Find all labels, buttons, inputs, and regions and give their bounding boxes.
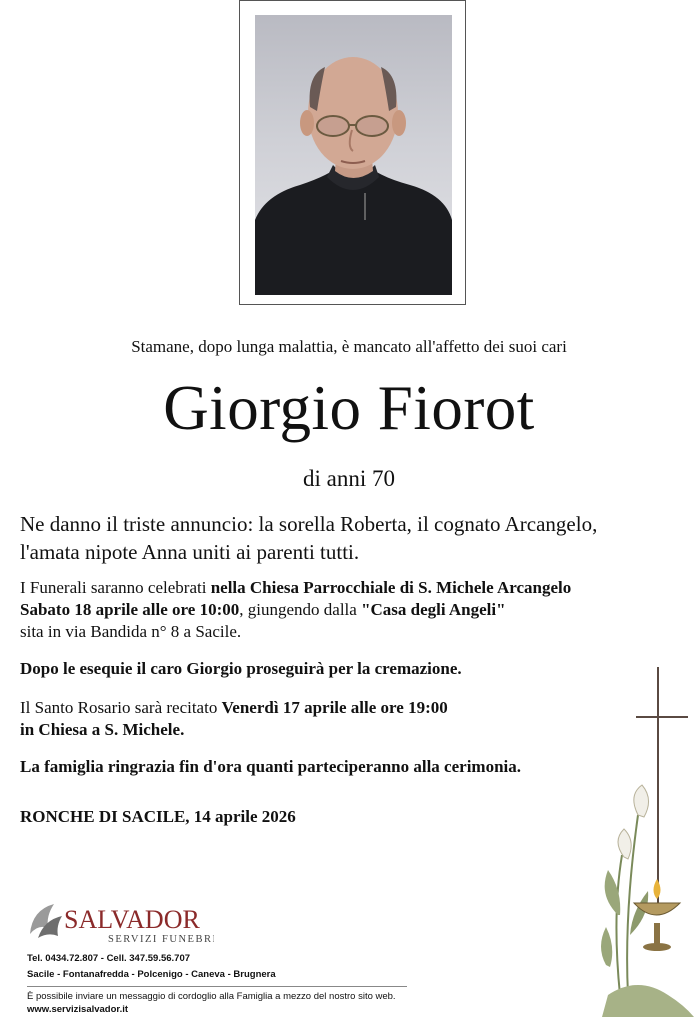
footer-website[interactable]: www.servizisalvador.it (27, 1004, 129, 1015)
funeral-address: sita in via Bandida n° 8 a Sacile. (20, 622, 242, 641)
portrait-photo (255, 15, 452, 295)
rosary-text-1: Il Santo Rosario sarà recitato (20, 698, 222, 717)
funeral-origin: "Casa degli Angeli" (361, 600, 506, 619)
cremation-text: Dopo le esequie il caro Giorgio proseguirà per la cremazione. (20, 659, 462, 678)
footer-phones: Tel. 0434.72.807 - Cell. 347.59.56.707 (27, 953, 191, 964)
rosary-paragraph (20, 697, 660, 741)
deceased-name: Giorgio Fiorot (163, 373, 535, 443)
cross-lily-candle-decoration (598, 665, 696, 1020)
age-text: di anni 70 (303, 466, 395, 491)
footer-note: È possibile inviare un messaggio di cordoglio alla Famiglia a mezzo del nostro sito web. (27, 991, 396, 1002)
logo-brand: SALVADOR (64, 905, 200, 934)
logo-subtitle: SERVIZI FUNEBRI (108, 934, 214, 945)
rosary-place: in Chiesa a S. Michele. (20, 720, 185, 739)
funeral-church: nella Chiesa Parrocchiale di S. Michele Arcangelo (210, 578, 572, 597)
footer-locations: Sacile - Fontanafredda - Polcenigo - Caneva - Brugnera (27, 969, 276, 980)
funeral-text-2: , giungendo dalla (239, 600, 362, 619)
funeral-datetime: Sabato 18 aprile alle ore 10:00 (20, 600, 240, 619)
announcement-text: Ne danno il triste annuncio: la sorella Roberta, il cognato Arcangelo, l'amata nipote Anna uniti ai parenti tutti. (20, 512, 598, 564)
footer-divider (27, 986, 407, 987)
intro-text: Stamane, dopo lunga malattia, è mancato all'affetto dei suoi cari (131, 337, 567, 356)
funeral-text-1: I Funerali saranno celebrati (20, 578, 211, 597)
rosary-datetime: Venerdì 17 aprile alle ore 19:00 (221, 698, 448, 717)
thanks-text: La famiglia ringrazia fin d'ora quanti parteciperanno alla cerimonia. (20, 757, 522, 776)
funeral-paragraph (20, 577, 660, 643)
place-date: RONCHE DI SACILE, 14 aprile 2026 (20, 807, 296, 826)
salvador-logo (24, 898, 214, 948)
portrait-frame (239, 0, 466, 305)
